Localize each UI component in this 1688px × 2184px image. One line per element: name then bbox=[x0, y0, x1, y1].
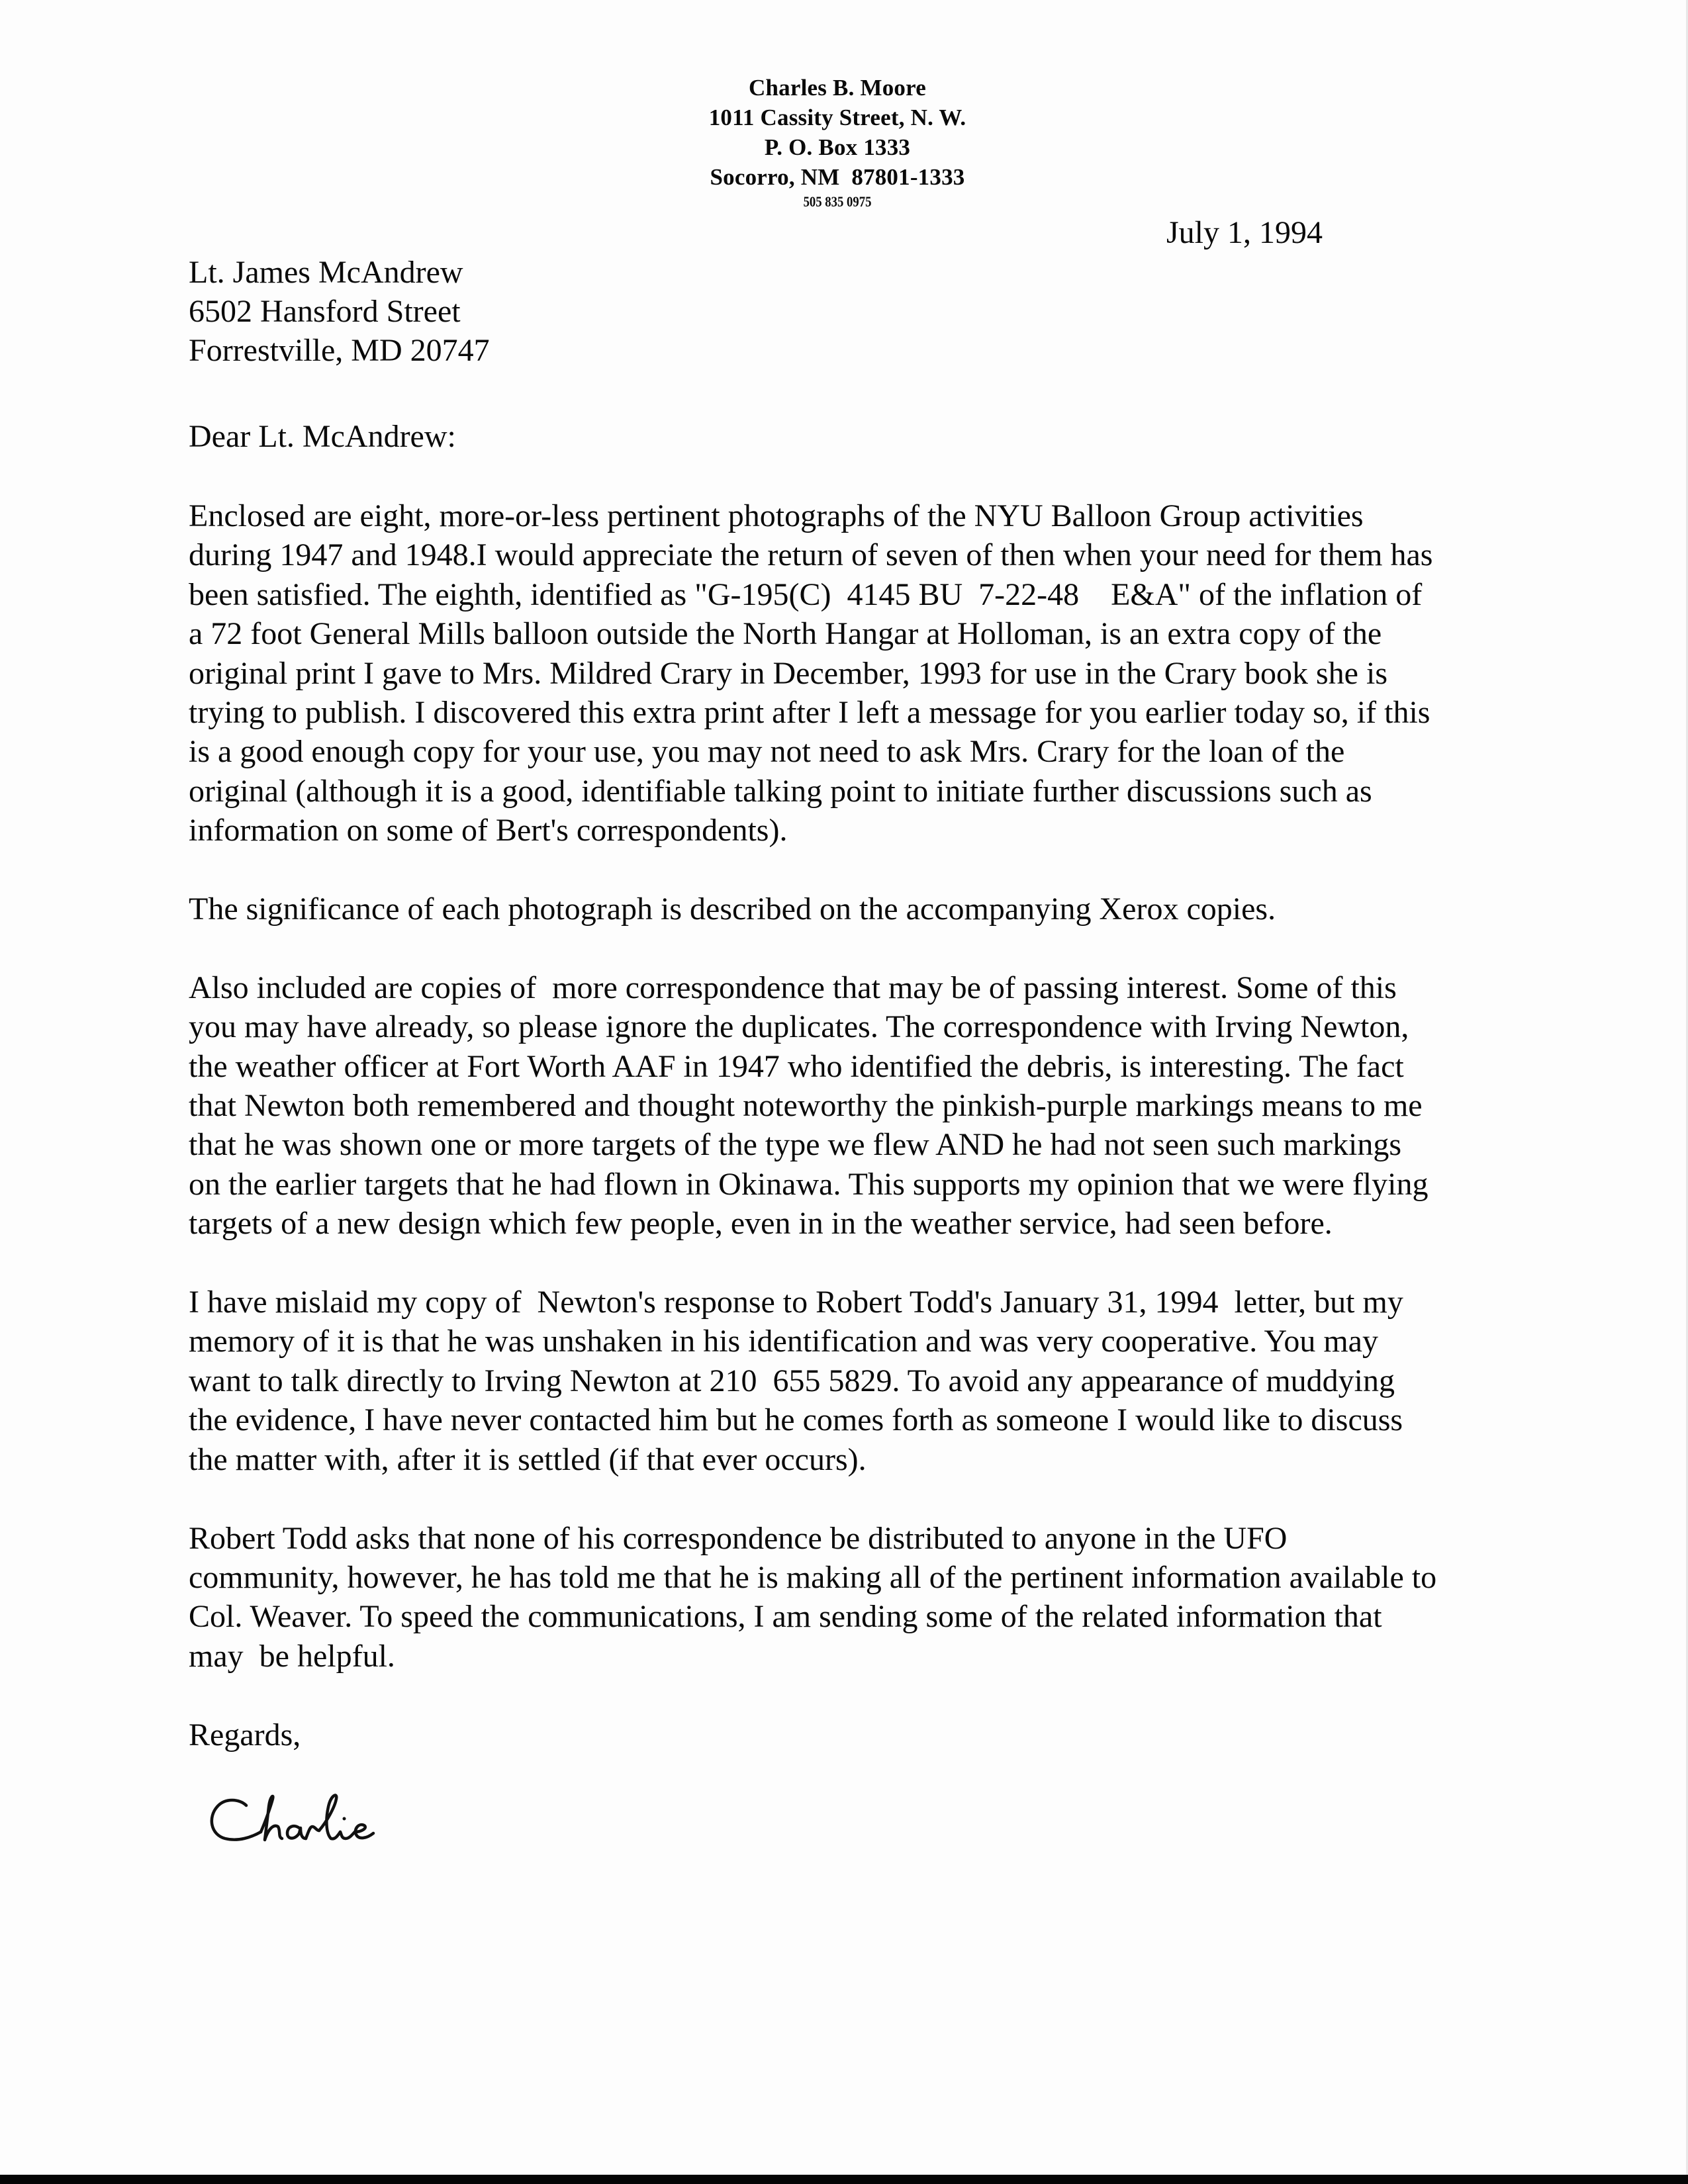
body-line: is a good enough copy for your use, you may not need to ask Mrs. Crary for the loan of the bbox=[189, 734, 1345, 770]
body-line: been satisfied. The eighth, identified as "G-195(C) 4145 BU 7-22-48 E&A" of the inflation of bbox=[189, 576, 1423, 612]
body-line: on the earlier targets that he had flown in Okinawa. This supports my opinion that we were flying bbox=[189, 1166, 1429, 1202]
paragraph-significance bbox=[189, 889, 1513, 929]
body-line: the matter with, after it is settled (if that ever occurs). bbox=[189, 1441, 867, 1477]
recipient-name: Lt. James McAndrew bbox=[189, 255, 463, 290]
body-line: community, however, he has told me that he is making all of the pertinent information available to bbox=[189, 1559, 1437, 1595]
scan-bottom-border bbox=[0, 2175, 1688, 2184]
body-line: during 1947 and 1948.I would appreciate the return of seven of then when your need for them has bbox=[189, 537, 1433, 573]
letter-date: July 1, 1994 bbox=[1166, 215, 1323, 250]
body-line: the weather officer at Fort Worth AAF in 1947 who identified the debris, is interesting. The fact bbox=[189, 1048, 1404, 1084]
body-line: original (although it is a good, identifiable talking point to initiate further discussions such as bbox=[189, 773, 1372, 809]
recipient-street: 6502 Hansford Street bbox=[189, 294, 461, 329]
sender-street: 1011 Cassity Street, N. W. bbox=[708, 105, 966, 130]
paragraph-newton-response bbox=[189, 1283, 1513, 1479]
paragraph-correspondence bbox=[189, 968, 1513, 1244]
body-line: memory of it is that he was unshaken in his identification and was very cooperative. You may bbox=[189, 1324, 1378, 1359]
sender-name: Charles B. Moore bbox=[749, 75, 926, 101]
body-line: you may have already, so please ignore the duplicates. The correspondence with Irving Newton, bbox=[189, 1009, 1409, 1045]
body-line: Robert Todd asks that none of his correspondence be distributed to anyone in the UFO bbox=[189, 1520, 1288, 1556]
body-line: that Newton both remembered and thought noteworthy the pinkish-purple markings means to me bbox=[189, 1088, 1423, 1124]
sender-city-state-zip: Socorro, NM 87801-1333 bbox=[710, 164, 965, 190]
recipient-city-state-zip: Forrestville, MD 20747 bbox=[189, 333, 490, 368]
handwritten-signature bbox=[205, 1787, 417, 1860]
body-line: information on some of Bert's correspondents). bbox=[189, 813, 788, 848]
closing: Regards, bbox=[189, 1717, 301, 1752]
signature-charlie-icon bbox=[205, 1787, 417, 1860]
body-line: Col. Weaver. To speed the communications, I am sending some of the related information that bbox=[189, 1599, 1382, 1635]
body-line: original print I gave to Mrs. Mildred Crary in December, 1993 for use in the Crary book she is bbox=[189, 655, 1387, 691]
body-line: may be helpful. bbox=[189, 1638, 395, 1674]
salutation: Dear Lt. McAndrew: bbox=[189, 419, 456, 454]
sender-po-box: P. O. Box 1333 bbox=[764, 134, 911, 160]
letter-body bbox=[189, 496, 1513, 1715]
body-line: targets of a new design which few people, even in in the weather service, had seen before. bbox=[189, 1206, 1333, 1242]
recipient-address bbox=[189, 253, 490, 370]
paragraph-robert-todd bbox=[189, 1519, 1513, 1676]
body-line: Also included are copies of more correspondence that may be of passing interest. Some of this bbox=[189, 970, 1397, 1005]
body-line: that he was shown one or more targets of the type we flew AND he had not seen such markings bbox=[189, 1127, 1401, 1163]
body-line: want to talk directly to Irving Newton at 210 655 5829. To avoid any appearance of muddying bbox=[189, 1363, 1395, 1398]
body-line: trying to publish. I discovered this extra print after I left a message for you earlier today so, if this bbox=[189, 695, 1430, 731]
letterhead bbox=[0, 73, 1675, 212]
sender-phone: 505 835 0975 bbox=[803, 193, 872, 210]
body-line: Enclosed are eight, more-or-less pertinent photographs of the NYU Balloon Group activities bbox=[189, 498, 1364, 533]
body-line: I have mislaid my copy of Newton's response to Robert Todd's January 31, 1994 letter, but my bbox=[189, 1285, 1403, 1320]
paragraph-photographs bbox=[189, 496, 1513, 850]
body-line: the evidence, I have never contacted him but he comes forth as someone I would like to discuss bbox=[189, 1402, 1403, 1438]
body-line: The significance of each photograph is described on the accompanying Xerox copies. bbox=[189, 891, 1276, 927]
body-line: a 72 foot General Mills balloon outside the North Hangar at Holloman, is an extra copy of the bbox=[189, 616, 1382, 652]
